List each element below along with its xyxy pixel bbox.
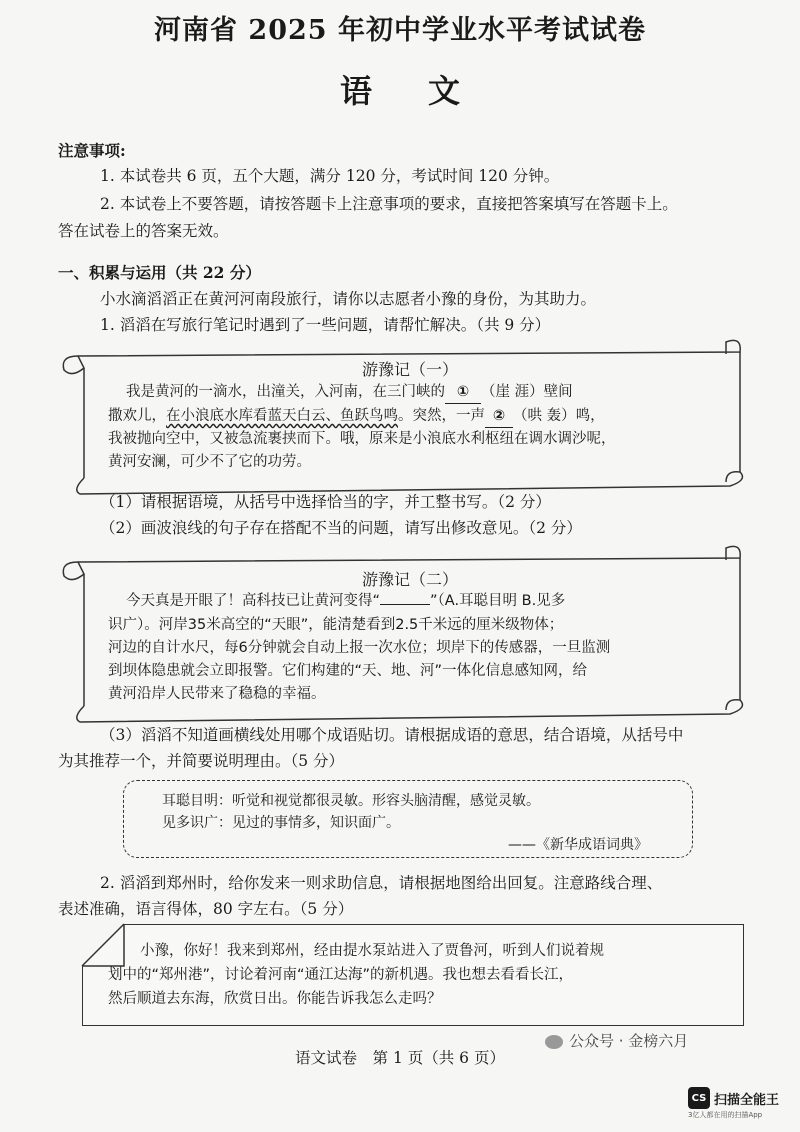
question-2-line-2: 表述准确，语言得体，80 字左右。（5 分） <box>58 900 354 918</box>
scanner-badge <box>688 1087 779 1109</box>
scroll1-line-2: 撒欢儿，在小浪底水库看蓝天白云、鱼跃鸟鸣。突然，一声 ② （哄 轰）鸣， <box>108 405 605 428</box>
blank-2: ② <box>485 405 513 428</box>
scroll2-line-1: 今天真是开眼了！高科技已让黄河变得“ ”（A.耳聪目明 B.见多 <box>126 593 566 609</box>
scroll2-line-3: 河边的自计水尺，每6分钟就会自动上报一次水位；坝岸下的传感器，一旦监测 <box>108 640 611 656</box>
dictionary-line-1: 耳聪目明：听觉和视觉都很灵敏。形容头脑清醒，感觉灵敏。 <box>162 793 540 809</box>
question-1-3a: （3）滔滔不知道画横线处用哪个成语贴切。请根据成语的意思，结合语境，从括号中 <box>100 726 684 744</box>
question-1: 1. 滔滔在写旅行笔记时遇到了一些问题，请帮忙解决。（共 9 分） <box>100 316 551 334</box>
notice-item-2a: 2. 本试卷上不要答题，请按答题卡上注意事项的要求，直接把答案填写在答题卡上。 <box>100 195 678 213</box>
scroll2-line-2: 识广）。河岸35米高空的“天眼”，能清楚看到2.5千米远的厘米级物体； <box>108 617 564 633</box>
section1-intro: 小水滴滔滔正在黄河河南段旅行，请你以志愿者小豫的身份，为其助力。 <box>100 290 597 308</box>
scroll1-line-1: 我是黄河的一滴水，出潼关，入河南，在三门峡的 ① （崖 涯）壁间 <box>126 381 573 404</box>
scroll1-title: 游豫记（一） <box>361 360 458 379</box>
dictionary-source: ——《新华成语词典》 <box>508 837 648 853</box>
scanner-tagline: 3亿人都在用的扫描App <box>688 1111 763 1119</box>
watermark: 公众号 · 金榜六月 <box>545 1030 688 1051</box>
subject-title: 语文 <box>339 72 516 110</box>
blank-1: ① <box>445 381 481 404</box>
scroll2-line-4: 到坝体隐患就会立即报警。它们构建的“天、地、河”一体化信息感知网，给 <box>108 663 588 679</box>
scroll2-line-5: 黄河沿岸人民带来了稳稳的幸福。 <box>108 686 326 702</box>
question-2-line-1: 2. 滔滔到郑州时，给你发来一则求助信息，请根据地图给出回复。注意路线合理、 <box>100 874 663 892</box>
exam-title: 河南省 2025 年初中学业水平考试试卷 <box>154 15 646 46</box>
message-line-3: 然后顺道去东海，欣赏日出。你能告诉我怎么走吗？ <box>108 991 442 1007</box>
notice-heading: 注意事项: <box>58 141 126 160</box>
scanner-name: 扫描全能王 <box>714 1092 780 1108</box>
dictionary-line-2: 见多识广：见过的事情多，知识面广。 <box>162 815 400 831</box>
scroll1-line-3: 我被抛向空中，又被急流裹挟而下。哦，原来是小浪底水利枢纽在调水调沙呢， <box>108 431 616 447</box>
camscanner-logo-icon: CS <box>688 1087 710 1109</box>
question-1-3b: 为其推荐一个，并简要说明理由。（5 分） <box>58 752 345 770</box>
question-1-1: （1）请根据语境，从括号中选择恰当的字，并工整书写。（2 分） <box>100 493 551 511</box>
page-footer: 语文试卷 第 1 页（共 6 页） <box>295 1049 505 1067</box>
question-1-2: （2）画波浪线的句子存在搭配不当的问题，请写出修改意见。（2 分） <box>100 519 582 537</box>
message-line-2: 划中的“郑州港”，讨论着河南“通江达海”的新机遇。我也想去看看长江， <box>108 967 574 983</box>
message-line-1: 小豫，你好！我来到郑州，经由提水泵站进入了贾鲁河，听到人们说着规 <box>140 943 604 959</box>
scroll1-line-4: 黄河安澜，可少不了它的功劳。 <box>108 454 311 470</box>
notice-item-1: 1. 本试卷共 6 页，五个大题，满分 120 分，考试时间 120 分钟。 <box>100 167 560 185</box>
section1-heading: 一、积累与运用（共 22 分） <box>58 263 261 282</box>
notice-item-2b: 答在试卷上的答案无效。 <box>58 222 229 240</box>
scroll2-title: 游豫记（二） <box>361 570 458 589</box>
wavy-sentence: 在小浪底水库看蓝天白云、鱼跃鸟鸣 <box>166 408 398 424</box>
